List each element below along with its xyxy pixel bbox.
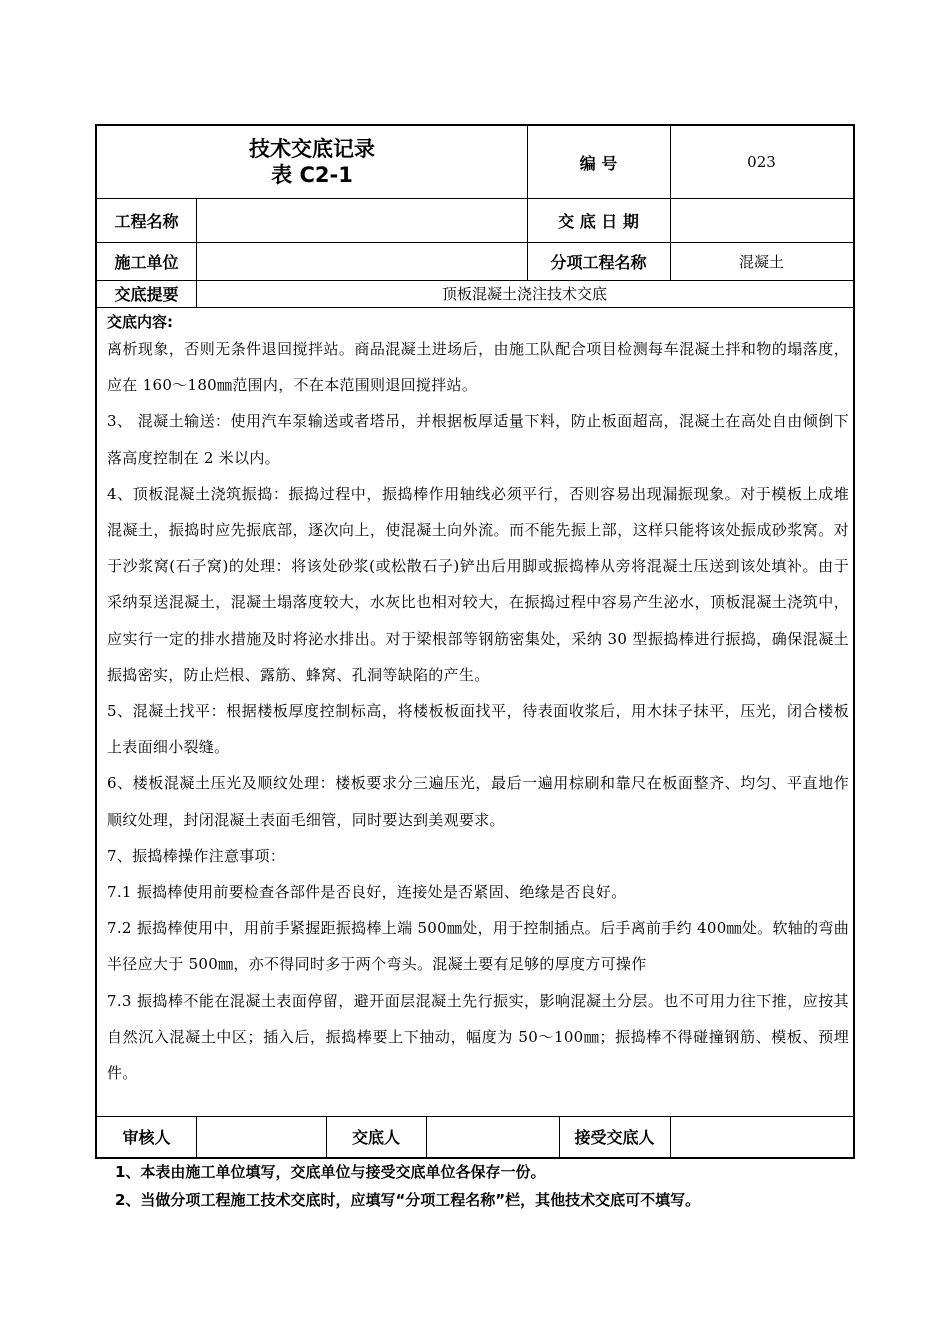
content-paragraph: 6、楼板混凝土压光及顺纹处理：楼板要求分三遍压光，最后一遍用棕刷和靠尺在板面整齐、均匀、平直地作顺纹处理，封闭混凝土表面毛细管，同时要达到美观要求。 (107, 774, 849, 829)
content-body (107, 331, 849, 1091)
number-label: 编 号 (579, 153, 618, 173)
construction-unit-value[interactable] (196, 242, 527, 280)
disclosure-content (107, 309, 849, 1113)
row-divider (97, 307, 853, 308)
sub-project-value[interactable]: 混凝土 (738, 252, 784, 271)
content-label: 交底内容: (107, 313, 173, 331)
sub-project-label: 分项工程名称 (550, 252, 647, 272)
reviewer-value[interactable] (196, 1116, 326, 1157)
content-paragraph: 7.1 振捣棒使用前要检查各部件是否良好，连接处是否紧固、绝缘是否良好。 (107, 883, 627, 902)
summary-label: 交底提要 (114, 285, 179, 304)
reviewer-label: 审核人 (122, 1128, 171, 1147)
discloser-label: 交底人 (351, 1128, 400, 1147)
form-notes (115, 1158, 875, 1214)
content-paragraph: 7.2 振捣棒使用中，用前手紧握距振捣棒上端 500㎜处，用于控制插点。后手离前手约 400㎜处。软轴的弯曲半径应大于 500㎜，亦不得同时多于两个弯头。混凝土要有足够的厚度方可操作 (107, 919, 849, 974)
project-name-label: 工程名称 (114, 211, 179, 231)
summary-value[interactable]: 顶板混凝土浇注技术交底 (441, 285, 607, 303)
project-name-value[interactable] (196, 198, 527, 242)
handover-date-value[interactable] (670, 198, 853, 242)
content-paragraph: 离析现象，否则无条件退回搅拌站。商品混凝土进场后，由施工队配合项目检测每车混凝土拌和物的塌落度，应在 160～180㎜范围内，不在本范围则退回搅拌站。 (107, 340, 849, 395)
note-item: 2、当做分项工程施工技术交底时，应填写“分项工程名称”栏，其他技术交底可不填写。 (115, 1191, 701, 1209)
content-paragraph: 3、 混凝土输送：使用汽车泵输送或者塔吊，并根据板厚适量下料，防止板面超高，混凝土在高处自由倾倒下落高度控制在 2 米以内。 (107, 412, 849, 467)
form-title-line2: 表 C2-1 (271, 163, 353, 187)
number-value[interactable]: 023 (747, 153, 776, 171)
content-paragraph: 7、振捣棒操作注意事项： (107, 846, 286, 865)
technical-disclosure-form (95, 124, 855, 1159)
content-paragraph: 7.3 振捣棒不能在混凝土表面停留，避开面层混凝土先行振实，影响混凝土分层。也不可用力往下推，应按其自然沉入混凝土中区；插入后，振捣棒要上下抽动，幅度为 50～100㎜；振捣棒不得碰撞钢筋、模板、预埋件。 (107, 991, 849, 1083)
construction-unit-label: 施工单位 (114, 252, 179, 272)
content-paragraph: 5、混凝土找平：根据楼板厚度控制标高，将楼板板面找平，待表面收浆后，用木抹子抹平，压光，闭合楼板上表面细小裂缝。 (107, 702, 849, 757)
receiver-value[interactable] (670, 1116, 853, 1157)
form-title-line1: 技术交底记录 (249, 137, 375, 161)
form-title (97, 126, 527, 198)
handover-date-label: 交 底 日 期 (558, 211, 639, 231)
receiver-label: 接受交底人 (574, 1128, 655, 1147)
content-paragraph: 4、顶板混凝土浇筑振捣：振捣过程中，振捣棒作用轴线必须平行，否则容易出现漏振现象。对于模板上成堆混凝土，振捣时应先振底部，逐次向上，使混凝土向外流。而不能先振上部，这样只能将该处振成砂浆窝。对于沙浆窝(石子窝)的处理：将该处砂浆(或松散石子)铲出后用脚或振捣棒从旁将混凝土压送到该处填补。由于采纳泵送混凝土，混凝土塌落度较大，水灰比也相对较大，在振捣过程中容易产生泌水，顶板混凝土浇筑中，应实行一定的排水措施及时将泌水排出。对于梁根部等钢筋密集处，采纳 30 型振捣棒进行振捣，确保混凝土振捣密实，防止烂根、露筋、蜂窝、孔洞等缺陷的产生。 (107, 484, 849, 684)
note-item: 1、本表由施工单位填写，交底单位与接受交底单位各保存一份。 (115, 1163, 546, 1181)
discloser-value[interactable] (426, 1116, 559, 1157)
